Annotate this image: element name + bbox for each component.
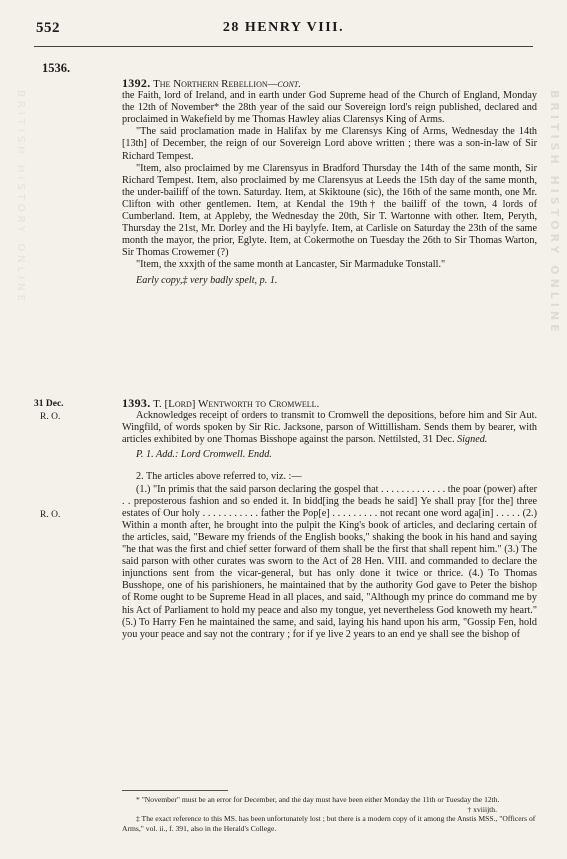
- footnote-short: † xviiijth.: [467, 804, 497, 814]
- signed-note: Signed.: [457, 434, 488, 446]
- articles-heading: 2. The articles above referred to, viz. :—: [136, 471, 302, 483]
- running-title: 28 HENRY VIII.: [222, 20, 345, 35]
- endorsement: P. 1. Add.: Lord Cromwell. Endd.: [136, 449, 272, 461]
- entry-1392-heading: [122, 77, 537, 90]
- paragraph: [122, 410, 537, 446]
- year-marker: 1536.: [42, 61, 71, 75]
- margin-date: 31 Dec.: [34, 399, 64, 409]
- margin-source: R. O.: [40, 510, 61, 520]
- entry-1392: [122, 77, 537, 287]
- copy-note: Early copy,‡ very badly spelt, p. 1.: [136, 274, 278, 286]
- entry-title: T. [Lord] Wentworth to Cromwell.: [153, 398, 320, 410]
- entry-1393-heading: [122, 397, 537, 410]
- margin-source: R. O.: [40, 412, 61, 422]
- articles-text: (1.) "In primis that the said parson declaring the gospel that . . . . . . . . . . . . . the poar (power) after . . preposterous fashion and so ended it. In bidd[ing the beads he said] Ye shall pray [for the] three estates of Our holy . . . . . . . . . . . father the Pop[e] . . . . . . . . . not recant one word aga[in] . . . . . (2.) Within a month after, he brought into the pulpit the King's book of articles, and declaring certain of the articles, said, "Beware my friends of the English books," shaking the book in his hand and saying "he that was the first and chief setter forward of them shall be the first that shall repent him." (3.) The said parson with other curates was sworn to the Act of 28 Hen. VIII. and commanded to declare the injunctions sent from the vicar-general, but has only done it twice or thrice. (4.) To Thomas Busshope, one of his parishioners, he maintained that by the authority God gave to Peter the bishop of Rome ought to be Supreme Head in all places, and said, "Although my prince do command me by his Act of Parliament to hold my peace and also my tongue, yet nevertheless God knoweth my heart." (5.) To Harry Fen he maintained the same, and said, laying his hand upon his arm, "Gossip Fen, hold you your peace and say not the contrary ; for if ye live 2 years to an end ye shall see the bishop of: [122, 483, 537, 640]
- watermark: BRITISH HISTORY ONLINE: [15, 90, 26, 305]
- footnote: [122, 805, 537, 815]
- paragraph: the Faith, lord of Ireland, and in earth under God Supreme head of the Church of England, Monday the 12th of November* the 28th year of the said our Sovereign lord's reign published, declared and proclaimed in Wakefield by me Thomas Hawley alias Clarensys King of Arms.: [122, 90, 537, 126]
- paragraph: "Item, also proclaimed by me Clarensyus in Bradford Thursday the 14th of the same month, Sir Richard Tempest. Item, also proclaimed by me Clarensyus at Leeds the 15th day of the same month, the under-bailiff of the town. Saturday. Item, at Skiktoune (sic), the 16th of the same month, one Mr. Clifton with other gentlemen. Item, at Kendal the 19th† the bailiff of the town, 4 lords of Cumberland. Item, at Appleby, the Wednesday the 20th, Sir T. Wartonne with other. Item, Peryth, Thursday the 21st, Mr. Dorley and the Hi baylyfe. Item, at Carlisle on Saturday the 23th of the same month the mayor, the prior, Eglyte. Item, at Cokermothe on Tuesday the 26th to Sir Thomas Warton, Sir Thomas Crowemer (?): [122, 162, 537, 259]
- page-number: 552: [36, 20, 60, 36]
- page-header: [36, 20, 531, 40]
- footnote: ‡ The exact reference to this MS. has been unfortunately lost ; but there is a modern copy of it among the Anstis MSS., "Officers of Arms," vol. ii., f. 391, also in the Herald's College.: [122, 814, 536, 833]
- paragraph: "Item, the xxxjth of the same month at Lancaster, Sir Marmaduke Tonstall.": [136, 259, 446, 271]
- header-rule: [34, 46, 533, 47]
- entry-number: 1393.: [122, 396, 151, 410]
- summary-text: Acknowledges receipt of orders to transmit to Cromwell the depositions, before him and Sir Aut. Wingfild, of words spoken by Sir Ric. Jacksone, parson of Wittillisham. Sends them by bearer, with articles exhibited by one Thomas Bisshope against the parson. Nettilsted, 31 Dec.: [122, 410, 537, 446]
- footnotes: [122, 795, 537, 833]
- entry-title: The Northern Rebellion: [153, 78, 268, 90]
- entry-title-suffix: —cont.: [267, 78, 302, 90]
- footnote: * "November" must be an error for December, and the day must have been either Monday the 11th or Tuesday the 12th.: [136, 795, 500, 804]
- entry-1393: [122, 397, 537, 641]
- footnote-rule: [122, 790, 228, 791]
- watermark: BRITISH HISTORY ONLINE: [548, 90, 561, 336]
- entry-number: 1392.: [122, 76, 151, 90]
- paragraph: "The said proclamation made in Halifax by me Clarensys King of Arms, Wednesday the 14th [13th] of December, the reign of our Sovereign Lord above written ; there was a son-in-law of Sir Richard Tempest.: [122, 126, 537, 162]
